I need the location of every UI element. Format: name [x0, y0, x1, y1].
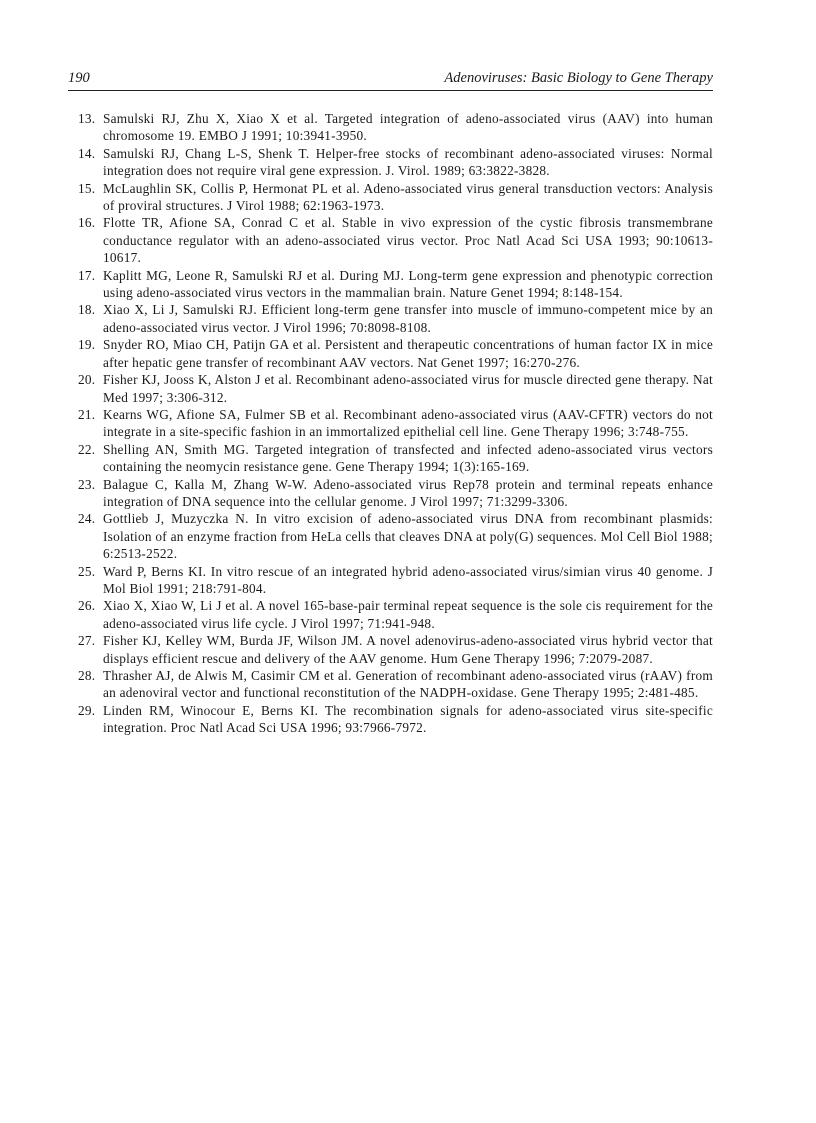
reference-item: [68, 406, 713, 441]
reference-item: [68, 110, 713, 145]
reference-item: [68, 441, 713, 476]
reference-item: [68, 145, 713, 180]
reference-number: 14.: [78, 145, 96, 161]
reference-number: 25.: [78, 563, 96, 579]
reference-text: Thrasher AJ, de Alwis M, Casimir CM et al. Generation of recombinant adeno-associated virus (rAAV) from an adenoviral vector and functional reconstitution of the NADPH-oxidase. Gene Therapy 1995; 2:481-485.: [103, 668, 713, 701]
reference-number: 20.: [78, 372, 96, 388]
reference-text: Fisher KJ, Kelley WM, Burda JF, Wilson JM. A novel adenovirus-adeno-associated virus hybrid vector that displays efficient rescue and delivery of the AAV genome. Hum Gene Therapy 1996; 7:2079-2087.: [103, 633, 713, 666]
reference-number: 24.: [78, 511, 96, 527]
reference-text: Shelling AN, Smith MG. Targeted integration of transfected and infected adeno-associated virus vectors containing the neomycin resistance gene. Gene Therapy 1994; 1(3):165-169.: [103, 441, 713, 475]
reference-item: [68, 563, 713, 598]
reference-number: 15.: [78, 180, 96, 196]
reference-text: Gottlieb J, Muzyczka N. In vitro excision of adeno-associated virus DNA from recombinant plasmids: Isolation of an enzyme fraction from HeLa cells that cleaves DNA at poly(G) sequences. Mol Cell Biol 1988; 6:2513-2522.: [103, 511, 713, 562]
reference-item: [68, 180, 713, 215]
reference-text: Fisher KJ, Jooss K, Alston J et al. Recombinant adeno-associated virus for muscle directed gene therapy. Nat Med 1997; 3:306-312.: [103, 372, 713, 405]
reference-text: Samulski RJ, Chang L-S, Shenk T. Helper-free stocks of recombinant adeno-associated viruses: Normal integration does not require viral gene expression. J. Virol. 1989; 63:3822-3828.: [103, 145, 713, 179]
running-head: [68, 68, 713, 91]
reference-number: 16.: [78, 215, 96, 231]
reference-number: 29.: [78, 702, 96, 718]
reference-text: Kaplitt MG, Leone R, Samulski RJ et al. During MJ. Long-term gene expression and phenotypic correction using adeno-associated virus vectors in the mammalian brain. Nature Genet 1994; 8:148-154.: [103, 267, 713, 301]
reference-text: Balague C, Kalla M, Zhang W-W. Adeno-associated virus Rep78 protein and terminal repeats enhance integration of DNA sequence into the cellular genome. J Virol 1997; 71:3299-3306.: [103, 476, 713, 509]
reference-item: [68, 476, 713, 511]
reference-text: Ward P, Berns KI. In vitro rescue of an integrated hybrid adeno-associated virus/simian virus 40 genome. J Mol Biol 1991; 218:791-804.: [103, 563, 713, 596]
reference-text: McLaughlin SK, Collis P, Hermonat PL et al. Adeno-associated virus general transduction vectors: Analysis of proviral structures. J Virol 1988; 62:1963-1973.: [103, 180, 713, 214]
reference-text: Samulski RJ, Zhu X, Xiao X et al. Targeted integration of adeno-associated virus (AAV) into human chromosome 19. EMBO J 1991; 10:3941-3950.: [103, 111, 713, 144]
reference-item: [68, 371, 713, 406]
reference-item: [68, 632, 713, 667]
page-number: 190: [68, 70, 90, 86]
reference-text: Xiao X, Xiao W, Li J et al. A novel 165-base-pair terminal repeat sequence is the sole cis requirement for the adeno-associated virus life cycle. J Virol 1997; 71:941-948.: [103, 598, 713, 631]
reference-number: 18.: [78, 302, 96, 318]
book-title: Adenoviruses: Basic Biology to Gene Therapy: [444, 70, 713, 86]
reference-number: 19.: [78, 337, 96, 353]
reference-number: 26.: [78, 598, 96, 614]
reference-text: Linden RM, Winocour E, Berns KI. The recombination signals for adeno-associated virus site-specific integration. Proc Natl Acad Sci USA 1996; 93:7966-7972.: [103, 702, 713, 736]
reference-text: Snyder RO, Miao CH, Patijn GA et al. Persistent and therapeutic concentrations of human factor IX in mice after hepatic gene transfer of recombinant AAV vectors. Nat Genet 1997; 16:270-276.: [103, 337, 713, 370]
reference-number: 21.: [78, 406, 96, 422]
reference-text: Xiao X, Li J, Samulski RJ. Efficient long-term gene transfer into muscle of immuno-competent mice by an adeno-associated virus vector. J Virol 1996; 70:8098-8108.: [103, 302, 713, 335]
reference-item: [68, 510, 713, 562]
reference-item: [68, 597, 713, 632]
reference-list: [68, 110, 713, 737]
reference-item: [68, 301, 713, 336]
reference-number: 23.: [78, 476, 96, 492]
reference-item: [68, 214, 713, 266]
reference-item: [68, 336, 713, 371]
reference-item: [68, 267, 713, 302]
reference-text: Kearns WG, Afione SA, Fulmer SB et al. Recombinant adeno-associated virus (AAV-CFTR) vectors do not integrate in a site-specific fashion in an immortalized epithelial cell line. Gene Therapy 1996; 3:748-755.: [103, 406, 713, 440]
reference-item: [68, 702, 713, 737]
reference-item: [68, 667, 713, 702]
reference-number: 17.: [78, 267, 96, 283]
reference-number: 22.: [78, 441, 96, 457]
reference-number: 13.: [78, 111, 96, 126]
reference-number: 28.: [78, 668, 96, 683]
reference-number: 27.: [78, 633, 96, 649]
reference-text: Flotte TR, Afione SA, Conrad C et al. Stable in vivo expression of the cystic fibrosis transmembrane conductance regulator with an adeno-associated virus vector. Proc Natl Acad Sci USA 1993; 90:10613-10617.: [103, 215, 713, 266]
